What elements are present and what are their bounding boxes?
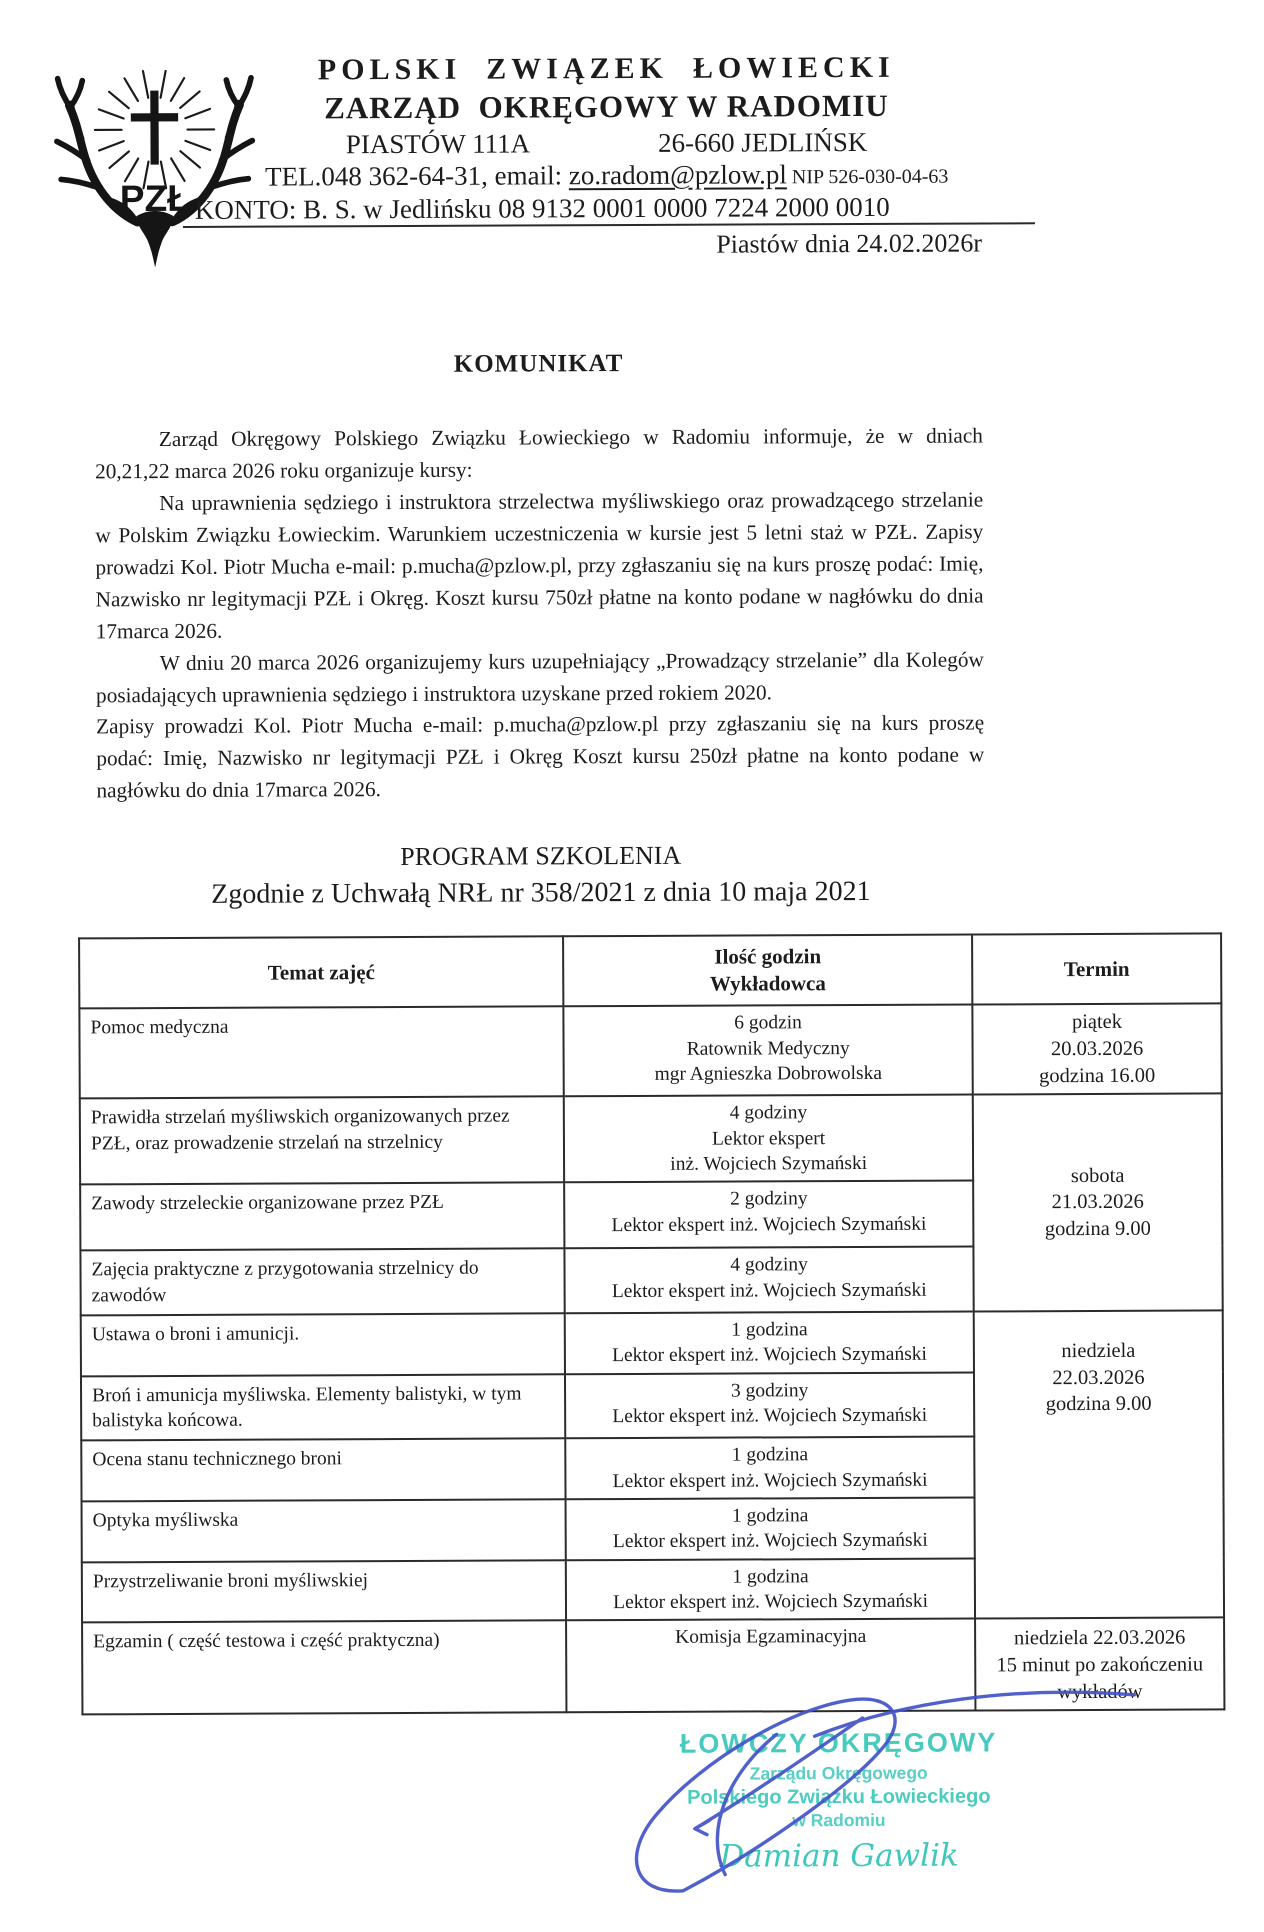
cell-hours-lecturer: 1 godzina Lektor ekspert inż. Wojciech Szymański: [566, 1558, 975, 1620]
signature-area: [100, 1712, 989, 1926]
logo-abbr-text: PZŁ: [120, 177, 190, 219]
email-address: zo.radom@pzlow.pl: [569, 159, 787, 190]
deer-skull-icon: [136, 211, 173, 268]
cell-topic: Przystrzeliwanie broni myśliwskiej: [82, 1560, 566, 1623]
stamp-title: ŁOWCZY OKRĘGOWY: [599, 1727, 1079, 1760]
cell-topic: Zawody strzeleckie organizowane przez PZŁ: [80, 1183, 564, 1251]
address-line: [177, 126, 1037, 161]
place-date-line: Piastów dnia 24.02.2026r: [716, 228, 982, 259]
cell-hours-lecturer: 1 godzina Lektor ekspert inż. Wojciech Szymański: [565, 1437, 974, 1499]
body-paragraphs: [95, 420, 985, 807]
org-name-line2: ZARZĄD OKRĘGOWY W RADOMIU: [176, 87, 1036, 127]
cell-term-saturday: sobota 21.03.2026 godzina 9.00: [973, 1094, 1223, 1312]
cell-term-sunday: niedziela 22.03.2026 godzina 9.00: [974, 1310, 1224, 1619]
table-row: [81, 1310, 1223, 1376]
cell-topic: Pomoc medyczna: [79, 1007, 564, 1099]
cell-term-exam: niedziela 22.03.2026 15 minut po zakończeniu wykładów: [975, 1618, 1224, 1711]
cell-hours-lecturer: Komisja Egzaminacyjna: [566, 1619, 975, 1713]
table-row: [82, 1618, 1224, 1715]
cell-topic: Ocena stanu technicznego broni: [81, 1439, 565, 1502]
stamp-line-association: Polskiego Związku Łowieckiego: [599, 1785, 1079, 1810]
phone-email-prefix: TEL.048 362-64-31, email:: [265, 160, 569, 191]
cell-term: piątek 20.03.2026 godzina 16.00: [972, 1004, 1221, 1095]
training-schedule-table: [78, 933, 1225, 1716]
cell-hours-lecturer: 6 godzin Ratownik Medyczny mgr Agnieszka Dobrowolska: [564, 1005, 973, 1097]
cell-hours-lecturer: 1 godzina Lektor ekspert inż. Wojciech Szymański: [566, 1497, 975, 1559]
cell-topic: Prawidła strzelań myśliwskich organizowanych przez PZŁ, oraz prowadzenie strzelań na strzelnicy: [80, 1096, 565, 1184]
document-body: [94, 290, 989, 1925]
cell-topic: Ustawa o broni i amunicji.: [81, 1313, 565, 1376]
cell-hours-lecturer: 4 godziny Lektor ekspert inż. Wojciech Szymański: [564, 1095, 973, 1183]
table-header-row: [79, 934, 1221, 1009]
cell-topic: Broń i amunicja myśliwska. Elementy balistyki, w tym balistyka końcowa.: [81, 1374, 565, 1441]
contact-line: [177, 158, 1037, 193]
paragraph-intro: Zarząd Okręgowy Polskiego Związku Łowieckiego w Radomiu informuje, że w dniach 20,21,22 marca 2026 roku organizuje kursy:: [95, 420, 983, 488]
program-subtitle: Zgodnie z Uchwałą NRŁ nr 358/2021 z dnia 10 maja 2021: [97, 876, 985, 912]
stamp-line-city: w Radomiu: [599, 1809, 1079, 1832]
signatory-name: Damian Gawlik: [599, 1837, 1079, 1875]
column-header-topic: Temat zajęć: [79, 937, 564, 1009]
paragraph-course-main: Na uprawnienia sędziego i instruktora strzelectwa myśliwskiego oraz prowadzącego strzelanie w Polskim Związku Łowieckim. Warunkiem uczestniczenia w kursie jest 5 letni staż w PZŁ. Zapisy prowadzi Kol. Piotr Mucha e-mail: p.mucha@pzlow.pl, przy zgłaszaniu się na kurs proszę podać: Imię, Nazwisko nr legitymacji PZŁ i Okręg. Koszt kursu 750zł płatne na konto podane w nagłówku do dnia 17marca 2026.: [95, 484, 984, 648]
letterhead: [176, 50, 1037, 226]
page-title: KOMUNIKAT: [95, 348, 983, 380]
cell-topic: Optyka myśliwska: [82, 1499, 566, 1562]
program-title: PROGRAM SZKOLENIA: [97, 840, 985, 874]
cell-topic: Egzamin ( część testowa i część praktyczna): [82, 1621, 567, 1715]
cell-hours-lecturer: 1 godzina Lektor ekspert inż. Wojciech Szymański: [565, 1311, 974, 1373]
official-stamp: [599, 1727, 1080, 1875]
column-header-term: Termin: [972, 934, 1221, 1005]
paragraph-enrolment: Zapisy prowadzi Kol. Piotr Mucha e-mail: p.mucha@pzlow.pl przy zgłaszaniu się na kurs proszę podać: Imię, Nazwisko nr legitymacji PZŁ i Okręg Koszt kursu 250zł płatne na konto podane w nagłówku do dnia 17marca 2026.: [96, 708, 984, 808]
cell-hours-lecturer: 3 godziny Lektor ekspert inż. Wojciech Szymański: [565, 1372, 974, 1438]
org-name-line1: POLSKI ZWIĄZEK ŁOWIECKI: [176, 50, 1036, 88]
bank-account-line: KONTO: B. S. w Jedlińsku 08 9132 0001 0000 7224 2000 0010: [177, 191, 1037, 226]
stamp-line-board: Zarządu Okręgowego: [599, 1762, 1079, 1785]
nip-number: NIP 526-030-04-63: [787, 166, 949, 189]
cell-hours-lecturer: 4 godziny Lektor ekspert inż. Wojciech Szymański: [565, 1247, 974, 1313]
column-header-hours-lecturer: Ilość godzin Wykładowca: [563, 935, 972, 1007]
cell-topic: Zajęcia praktyczne z przygotowania strzelnicy do zawodów: [80, 1249, 564, 1316]
cell-hours-lecturer: 2 godziny Lektor ekspert inż. Wojciech Szymański: [564, 1181, 973, 1249]
street-address: PIASTÓW 111A: [346, 128, 530, 160]
postal-city: 26-660 JEDLIŃSK: [658, 127, 867, 159]
table-row: [80, 1094, 1222, 1185]
table-row: [79, 1004, 1221, 1099]
paragraph-course-supplementary: W dniu 20 marca 2026 organizujemy kurs uzupełniający „Prowadzący strzelanie” dla Kolegów posiadających uprawnienia sędziego i instruktora uzyskane przed rokiem 2020.: [96, 644, 984, 712]
